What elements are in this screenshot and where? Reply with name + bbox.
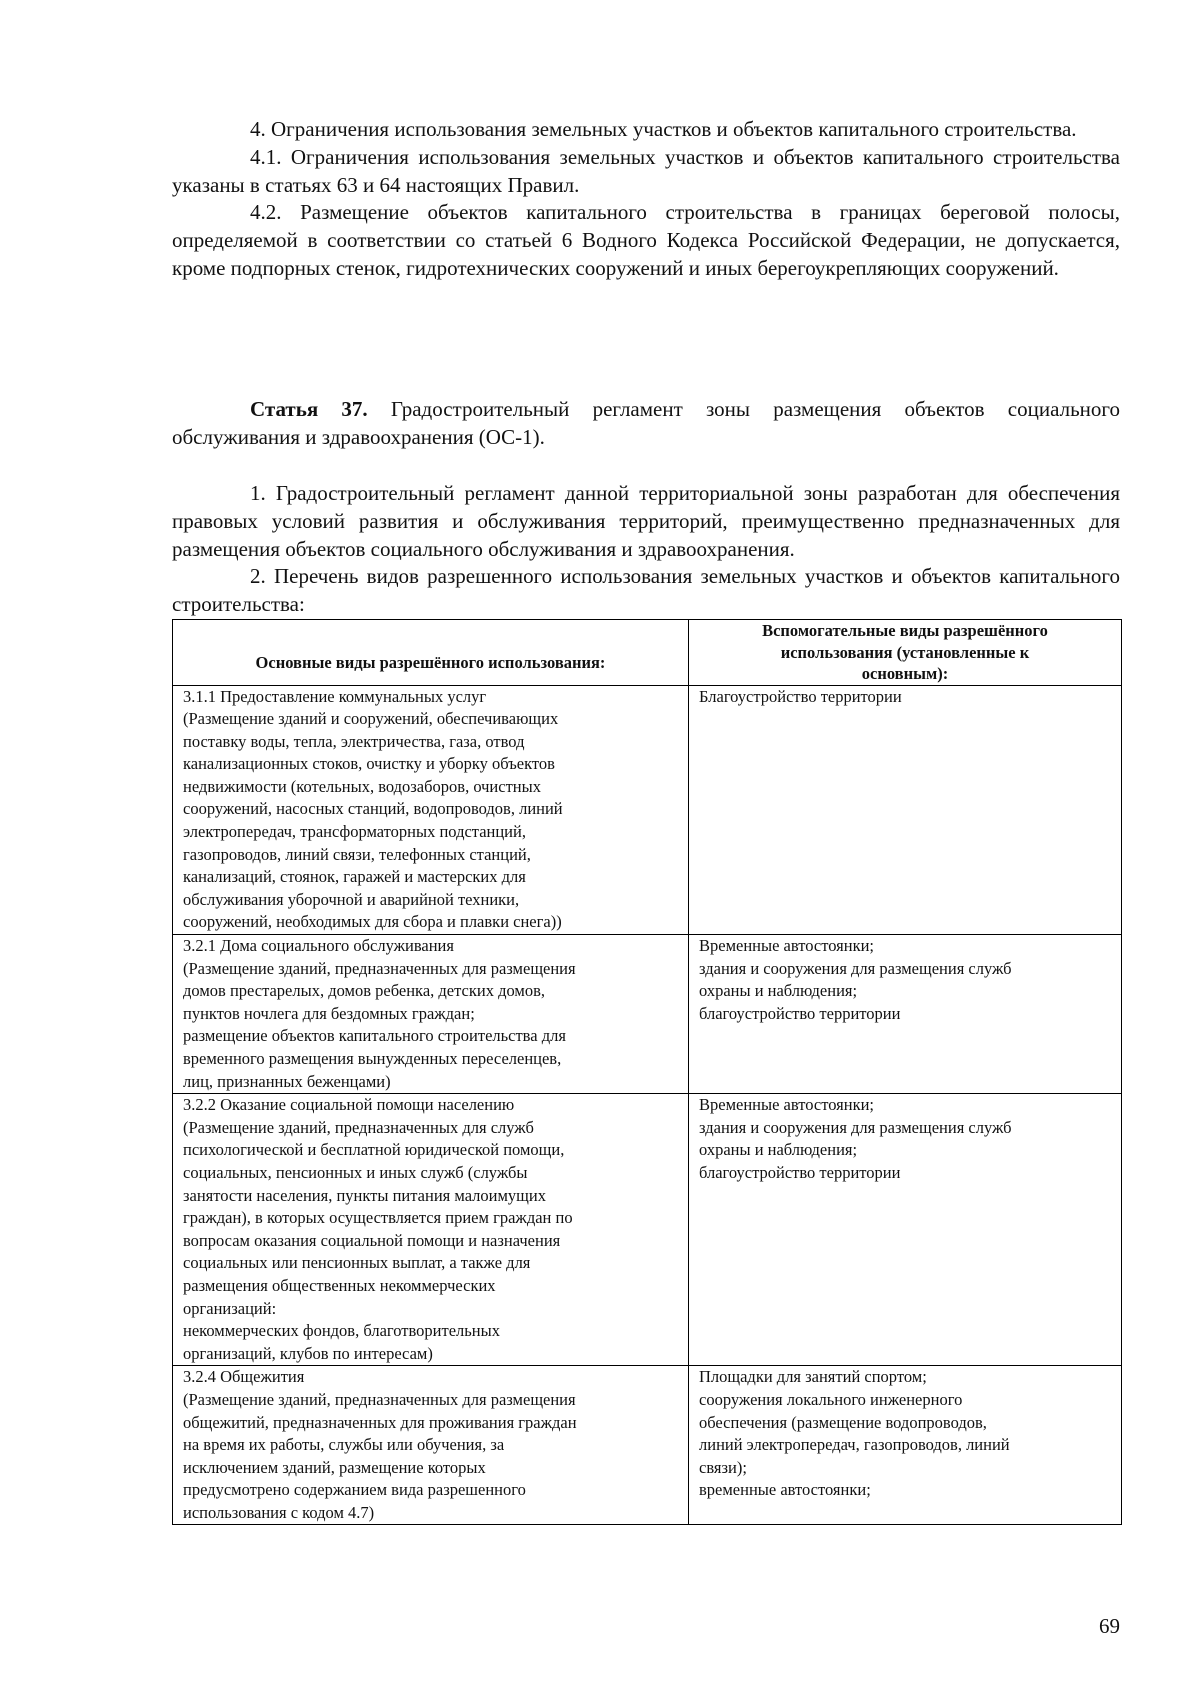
cell-line: 3.2.4 Общежития — [183, 1367, 305, 1387]
cell-line: 3.2.1 Дома социального обслуживания — [183, 936, 454, 956]
cell-line: охраны и наблюдения; — [699, 981, 858, 1001]
article-title: Градостроительный регламент зоны размещения объектов социального обслуживания и здравоохранения (ОС-1). — [172, 397, 1120, 449]
table-row — [173, 1094, 1122, 1366]
table-row — [173, 1366, 1122, 1525]
cell-line: поставку воды, тепла, электричества, газа, отвод — [183, 731, 525, 751]
cell-line: организаций: — [183, 1298, 277, 1318]
cell-line: использования (установленные к — [780, 642, 1030, 662]
cell-line: основным): — [861, 664, 949, 683]
table-row — [173, 685, 1122, 935]
cell-line: электропередач, трансформаторных подстанций, — [183, 822, 526, 842]
cell-line: линий электропередач, газопроводов, линий — [699, 1435, 1010, 1455]
paragraph-4-1: 4.1. Ограничения использования земельных участков и объектов капитального строительства указаны в статьях 63 и 64 настоящих Правил. — [172, 144, 1120, 197]
cell-line: на время их работы, службы или обучения, за — [183, 1435, 505, 1455]
cell-line: социальных или пенсионных выплат, а также для — [183, 1253, 531, 1273]
cell-line: обслуживания уборочной и аварийной техники, — [183, 889, 520, 909]
cell-line: охраны и наблюдения; — [699, 1140, 858, 1160]
cell-line: использования с кодом 4.7) — [183, 1502, 375, 1522]
paragraph-4: 4. Ограничения использования земельных участков и объектов капитального строительства. — [250, 117, 1077, 141]
cell-line: общежитий, предназначенных для проживания граждан — [183, 1412, 577, 1432]
header-aux-uses — [689, 620, 1122, 686]
cell-line: временного размещения вынужденных переселенцев, — [183, 1049, 562, 1068]
article-points — [172, 480, 1120, 619]
main-use-cell — [173, 685, 689, 935]
table-row — [173, 935, 1122, 1094]
cell-line: домов престарелых, домов ребенка, детских домов, — [183, 981, 546, 1001]
point-2: 2. Перечень видов разрешенного использования земельных участков и объектов капитального строительства: — [172, 564, 1120, 617]
cell-line: 3.2.2 Оказание социальной помощи населению — [183, 1095, 515, 1115]
cell-line: Временные автостоянки; — [699, 1095, 874, 1115]
cell-line: исключением зданий, размещение которых — [183, 1457, 486, 1477]
cell-line: лиц, признанных беженцами) — [183, 1071, 391, 1091]
cell-line: 3.1.1 Предоставление коммунальных услуг — [183, 686, 487, 706]
aux-use-cell — [689, 935, 1122, 1094]
cell-line: недвижимости (котельных, водозаборов, очистных — [183, 776, 541, 796]
main-use-cell — [173, 1366, 689, 1525]
cell-line: Временные автостоянки; — [699, 936, 874, 956]
cell-line: размещения общественных некоммерческих — [183, 1275, 496, 1295]
cell-line: временные автостоянки; — [699, 1480, 871, 1500]
cell-line: граждан), в которых осуществляется прием граждан по — [183, 1208, 573, 1228]
cell-line: сооружений, насосных станций, водопроводов, линий — [183, 799, 563, 819]
cell-line: сооружения локального инженерного — [699, 1389, 963, 1409]
table-header-row — [173, 620, 1122, 686]
cell-line: размещение объектов капитального строительства для — [183, 1026, 566, 1046]
article-label: Статья 37. — [250, 397, 368, 421]
cell-line: канализационных стоков, очистку и уборку объектов — [183, 754, 555, 774]
permitted-use-table — [172, 619, 1122, 1525]
cell-line: сооружений, необходимых для сбора и плавки снега)) — [183, 912, 562, 932]
main-use-cell — [173, 935, 689, 1094]
cell-line: (Размещение зданий и сооружений, обеспечивающих — [183, 709, 559, 729]
cell-line: организаций, клубов по интересам) — [183, 1343, 433, 1363]
page-number: 69 — [1099, 1614, 1120, 1638]
cell-line: здания и сооружения для размещения служб — [699, 958, 1012, 978]
point-1: 1. Градостроительный регламент данной территориальной зоны разработан для обеспечения правовых условий развития и обслуживания территорий, преимущественно предназначенных для размещения объектов социального обслуживания и здравоохранения. — [172, 481, 1120, 561]
cell-line: занятости населения, пункты питания малоимущих — [183, 1185, 546, 1205]
cell-line: здания и сооружения для размещения служб — [699, 1117, 1012, 1137]
cell-line: (Размещение зданий, предназначенных для служб — [183, 1117, 534, 1137]
cell-line: связи); — [699, 1457, 747, 1477]
cell-line: газопроводов, линий связи, телефонных станций, — [183, 844, 531, 864]
main-use-cell — [173, 1094, 689, 1366]
cell-line: вопросам оказания социальной помощи и назначения — [183, 1230, 561, 1250]
cell-line: (Размещение зданий, предназначенных для размещения — [183, 1389, 576, 1409]
cell-line: (Размещение зданий, предназначенных для размещения — [183, 958, 576, 978]
cell-line: Благоустройство территории — [699, 686, 902, 706]
paragraph-4-2: 4.2. Размещение объектов капитального строительства в границах береговой полосы, определяемой в соответствии со статьей 6 Водного Кодекса Российской Федерации, не допускается, кроме подпорных стенок, гидротехнических сооружений и иных берегоукрепляющих сооружений. — [172, 200, 1120, 280]
aux-use-cell — [689, 685, 1122, 935]
cell-line: канализаций, стоянок, гаражей и мастерских для — [183, 867, 526, 887]
cell-line: благоустройство территории — [699, 1003, 901, 1023]
cell-line: некоммерческих фондов, благотворительных — [183, 1321, 500, 1341]
aux-use-cell — [689, 1366, 1122, 1525]
cell-line: пунктов ночлега для бездомных граждан; — [183, 1003, 475, 1023]
cell-line: обеспечения (размещение водопроводов, — [699, 1412, 987, 1432]
section-4 — [172, 116, 1120, 283]
cell-line: благоустройство территории — [699, 1162, 901, 1182]
cell-line: социальных, пенсионных и иных служб (службы — [183, 1162, 528, 1182]
cell-line: Вспомогательные виды разрешённого — [762, 621, 1048, 640]
article-37-heading — [172, 396, 1120, 452]
cell-line: предусмотрено содержанием вида разрешенного — [183, 1480, 526, 1500]
aux-use-cell — [689, 1094, 1122, 1366]
cell-line: психологической и бесплатной юридической помощи, — [183, 1140, 565, 1160]
cell-line: Площадки для занятий спортом; — [699, 1367, 927, 1387]
header-main-uses: Основные виды разрешённого использования: — [173, 620, 689, 686]
